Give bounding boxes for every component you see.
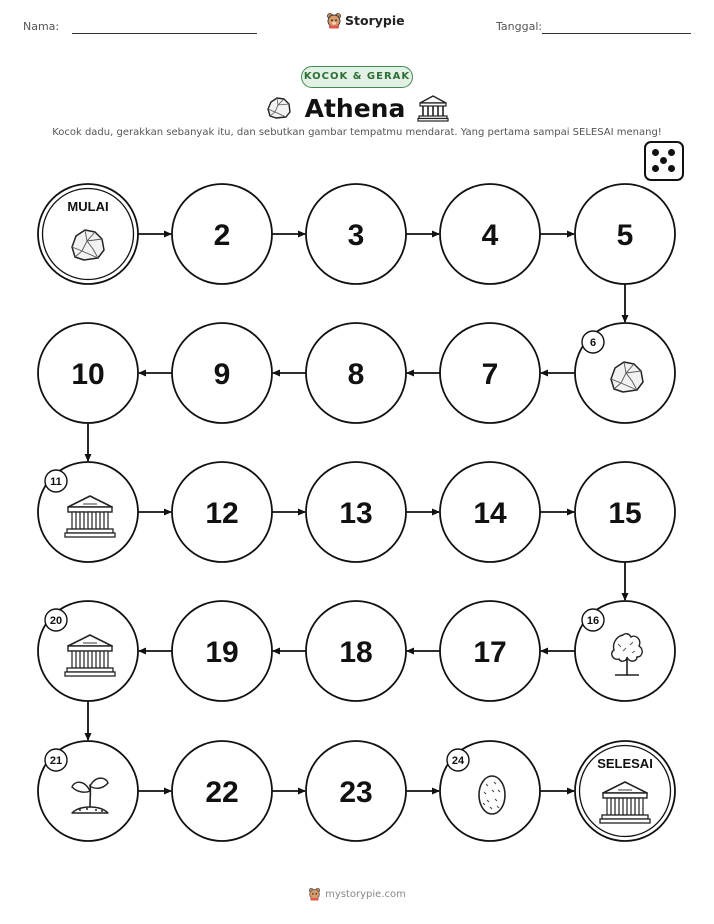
board-space-23 — [306, 741, 406, 841]
board-space-19 — [172, 601, 272, 701]
board-space-16 — [575, 601, 675, 701]
space-number: 14 — [473, 497, 507, 530]
space-number: 10 — [71, 358, 105, 391]
game-type-badge: KOCOK & GERAK — [301, 66, 413, 88]
board-space-11 — [38, 462, 138, 562]
space-number: 4 — [481, 219, 499, 252]
board-space-5 — [575, 184, 675, 284]
start-label: MULAI — [67, 199, 109, 214]
space-number: 24 — [451, 755, 465, 767]
space-number: 8 — [347, 358, 365, 391]
page-title: Athena — [304, 93, 406, 123]
space-number: 7 — [481, 358, 499, 391]
board-space-21 — [38, 741, 138, 841]
board-space-22 — [172, 741, 272, 841]
space-number: 5 — [616, 219, 634, 252]
board-space-7 — [440, 323, 540, 423]
space-number: 15 — [608, 497, 642, 530]
space-number: 2 — [213, 219, 231, 252]
board-space-20 — [38, 601, 138, 701]
board-space-1 — [38, 184, 138, 284]
name-label: Nama: — [23, 20, 60, 33]
board-space-18 — [306, 601, 406, 701]
space-number: 20 — [49, 615, 63, 627]
space-number: 23 — [339, 776, 373, 809]
space-number: 9 — [213, 358, 231, 391]
space-number: 17 — [473, 636, 507, 669]
footer — [0, 887, 714, 901]
board-space-4 — [440, 184, 540, 284]
board-cells — [38, 184, 675, 841]
space-number: 6 — [589, 337, 597, 349]
instructions: Kocok dadu, gerakkan sebanyak itu, dan sebutkan gambar tempatmu mendarat. Yang pertama sampai SELESAI menang! — [52, 127, 662, 138]
space-number: 21 — [49, 755, 63, 767]
board-space-3 — [306, 184, 406, 284]
space-number: 19 — [205, 636, 239, 669]
board-space-12 — [172, 462, 272, 562]
board-space-24 — [440, 741, 540, 841]
olive-seed-icon — [479, 776, 505, 814]
space-number: 3 — [347, 219, 365, 252]
bear-mascot-icon — [308, 887, 321, 901]
space-number: 12 — [205, 497, 239, 530]
board-space-9 — [172, 323, 272, 423]
board-space-10 — [38, 323, 138, 423]
board-space-2 — [172, 184, 272, 284]
board-space-6 — [575, 323, 675, 423]
space-number: 13 — [339, 497, 373, 530]
brand-name: Storypie — [345, 13, 405, 28]
space-number: 22 — [205, 776, 239, 809]
board-space-13 — [306, 462, 406, 562]
space-number: 18 — [339, 636, 373, 669]
board-space-15 — [575, 462, 675, 562]
finish-label: SELESAI — [597, 756, 653, 771]
board-space-17 — [440, 601, 540, 701]
board-space-8 — [306, 323, 406, 423]
space-number: 16 — [586, 615, 600, 627]
board-space-14 — [440, 462, 540, 562]
space-number: 11 — [50, 476, 62, 488]
date-label: Tanggal: — [496, 20, 543, 33]
board-space-25 — [575, 741, 675, 841]
footer-url: mystorypie.com — [325, 888, 406, 900]
